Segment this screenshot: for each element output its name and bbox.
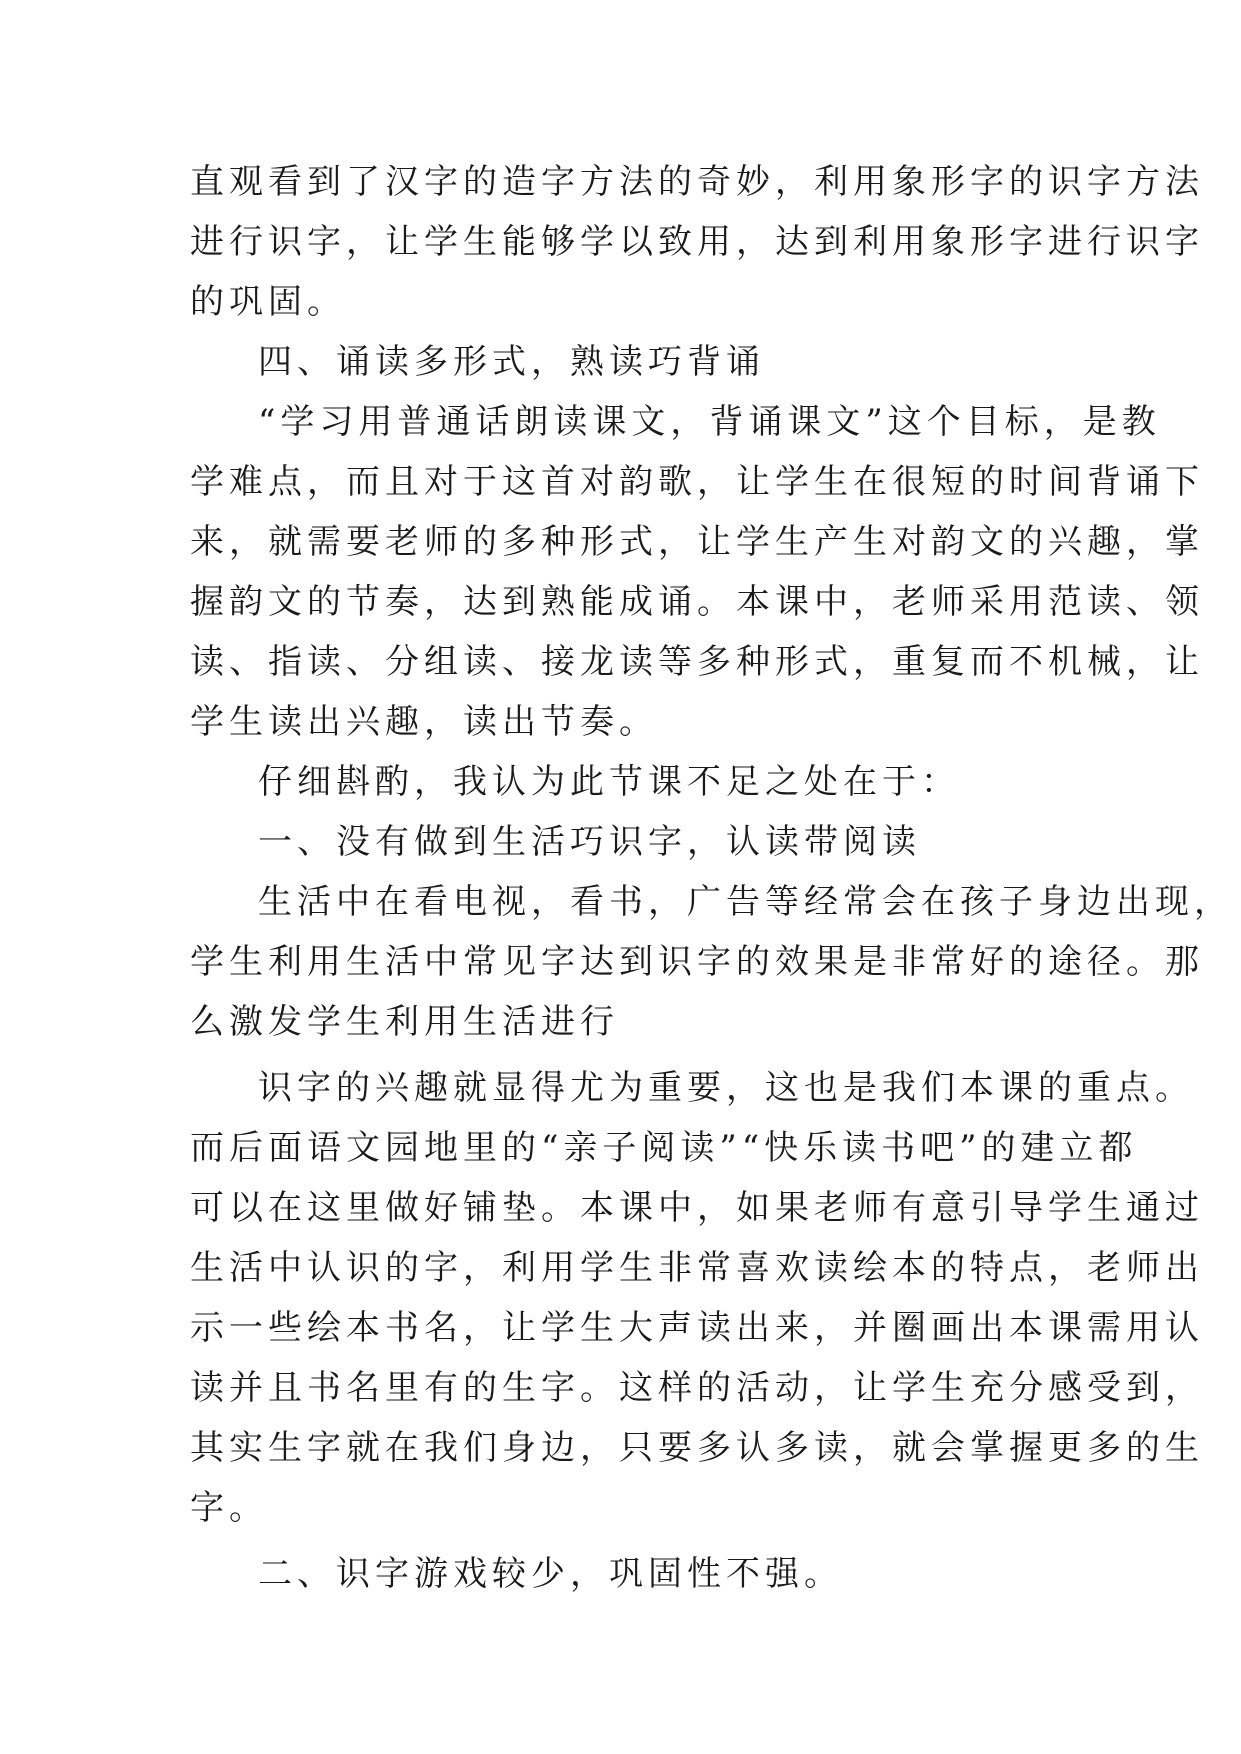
text-line: 可以在这里做好铺垫。本课中，如果老师有意引导学生通过 — [190, 1188, 1204, 1228]
section-heading: 四、诵读多形式，熟读巧背诵 — [258, 342, 765, 382]
text-line: 生活中在看电视，看书，广告等经常会在孩子身边出现， — [258, 882, 1233, 922]
text-line: 字。 — [190, 1488, 268, 1528]
text-line: 么激发学生利用生活进行 — [190, 1002, 619, 1042]
text-line: 直观看到了汉字的造字方法的奇妙，利用象形字的识字方法 — [190, 162, 1204, 202]
section-heading: 一、没有做到生活巧识字，认读带阅读 — [258, 822, 921, 862]
text-line: 握韵文的节奏，达到熟能成诵。本课中，老师采用范读、领 — [190, 582, 1204, 622]
text-line: 进行识字，让学生能够学以致用，达到利用象形字进行识字 — [190, 222, 1204, 262]
text-line: 学生读出兴趣，读出节奏。 — [190, 702, 658, 742]
text-line: 示一些绘本书名，让学生大声读出来，并圈画出本课需用认 — [190, 1308, 1204, 1348]
text-line: 来，就需要老师的多种形式，让学生产生对韵文的兴趣，掌 — [190, 522, 1204, 562]
text-line: 学生利用生活中常见字达到识字的效果是非常好的途径。那 — [190, 942, 1204, 982]
text-line: 生活中认识的字，利用学生非常喜欢读绘本的特点，老师出 — [190, 1248, 1204, 1288]
text-line: 读、指读、分组读、接龙读等多种形式，重复而不机械，让 — [190, 642, 1204, 682]
text-line: 而后面语文园地里的“亲子阅读”“快乐读书吧”的建立都 — [190, 1128, 1138, 1168]
text-line: 仔细斟酌，我认为此节课不足之处在于： — [258, 762, 960, 802]
text-line: 其实生字就在我们身边，只要多认多读，就会掌握更多的生 — [190, 1428, 1204, 1468]
text-line: 读并且书名里有的生字。这样的活动，让学生充分感受到， — [190, 1368, 1204, 1408]
body-text — [190, 152, 1233, 1604]
text-line: 的巩固。 — [190, 282, 346, 322]
text-line: 识字的兴趣就显得尤为重要，这也是我们本课的重点。 — [258, 1068, 1194, 1108]
text-line: “学习用普通话朗读课文，背诵课文”这个目标，是教 — [258, 402, 1161, 442]
section-heading: 二、识字游戏较少，巩固性不强。 — [258, 1554, 843, 1594]
text-line: 学难点，而且对于这首对韵歌，让学生在很短的时间背诵下 — [190, 462, 1204, 502]
